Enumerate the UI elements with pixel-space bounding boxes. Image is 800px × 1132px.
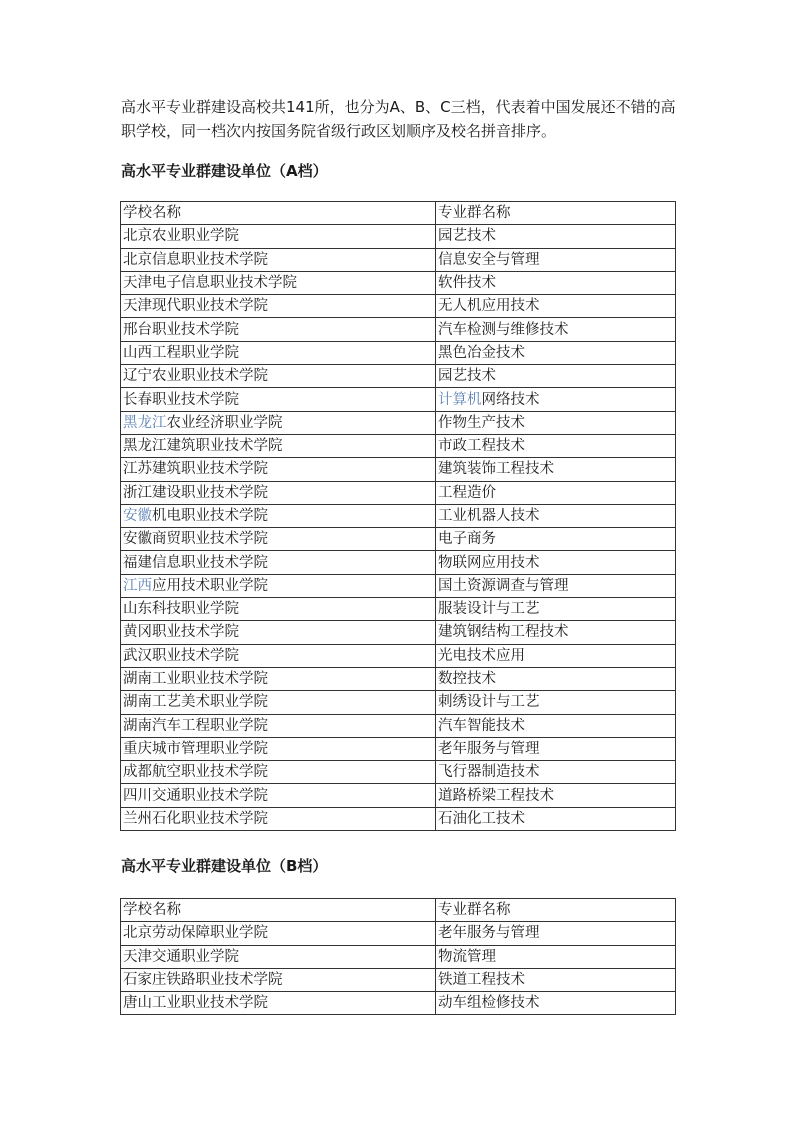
major-group-cell: 刺绣设计与工艺	[436, 691, 676, 714]
major-group-cell: 物联网应用技术	[436, 551, 676, 574]
table-row	[121, 458, 676, 481]
major-group-cell: 建筑装饰工程技术	[436, 458, 676, 481]
school-name-cell: 山西工程职业学院	[121, 341, 436, 364]
major-group-cell: 作物生产技术	[436, 411, 676, 434]
table-row	[121, 528, 676, 551]
school-name-cell: 湖南工艺美术职业学院	[121, 691, 436, 714]
table-header-row	[121, 202, 676, 225]
major-group-cell: 黑色冶金技术	[436, 341, 676, 364]
table-row	[121, 365, 676, 388]
table-row	[121, 341, 676, 364]
header-major-group: 专业群名称	[436, 899, 676, 922]
table-row	[121, 248, 676, 271]
school-name-cell: 邢台职业技术学院	[121, 318, 436, 341]
school-name-cell: 辽宁农业职业技术学院	[121, 365, 436, 388]
table-row	[121, 388, 676, 411]
major-group-cell: 工程造价	[436, 481, 676, 504]
major-group-cell: 服装设计与工艺	[436, 598, 676, 621]
table-row	[121, 318, 676, 341]
school-name-cell: 北京劳动保障职业学院	[121, 922, 436, 945]
table-row	[121, 667, 676, 690]
table-row	[121, 411, 676, 434]
major-group-cell: 老年服务与管理	[436, 737, 676, 760]
school-name-cell: 黄冈职业技术学院	[121, 621, 436, 644]
school-name-cell: 浙江建设职业技术学院	[121, 481, 436, 504]
section-b-table	[120, 898, 676, 1015]
major-group-cell: 数控技术	[436, 667, 676, 690]
school-name-cell: 北京信息职业技术学院	[121, 248, 436, 271]
table-row	[121, 504, 676, 527]
table-row	[121, 574, 676, 597]
major-group-cell: 老年服务与管理	[436, 922, 676, 945]
header-school-name: 学校名称	[121, 202, 436, 225]
school-name-cell: 武汉职业技术学院	[121, 644, 436, 667]
table-row	[121, 691, 676, 714]
school-name-cell	[121, 504, 436, 527]
table-row	[121, 481, 676, 504]
school-name-cell: 湖南工业职业技术学院	[121, 667, 436, 690]
table-row	[121, 714, 676, 737]
school-name-cell: 山东科技职业学院	[121, 598, 436, 621]
link-text[interactable]: 计算机	[438, 391, 482, 408]
major-group-cell	[436, 388, 676, 411]
school-name-cell: 四川交通职业技术学院	[121, 784, 436, 807]
cell-text: 应用技术职业学院	[152, 577, 268, 594]
table-row	[121, 737, 676, 760]
intro-paragraph: 高水平专业群建设高校共141所，也分为A、B、C三档，代表着中国发展还不错的高职学校，同一档次内按国务院省级行政区划顺序及校名拼音排序。	[121, 98, 676, 140]
school-name-cell: 重庆城市管理职业学院	[121, 737, 436, 760]
table-row	[121, 598, 676, 621]
school-name-cell: 北京农业职业学院	[121, 225, 436, 248]
major-group-cell: 汽车检测与维修技术	[436, 318, 676, 341]
section-a-table	[120, 201, 676, 831]
school-name-cell: 江苏建筑职业技术学院	[121, 458, 436, 481]
school-name-cell: 成都航空职业技术学院	[121, 761, 436, 784]
school-name-cell: 唐山工业职业技术学院	[121, 992, 436, 1015]
school-name-cell	[121, 574, 436, 597]
school-name-cell: 天津交通职业学院	[121, 945, 436, 968]
major-group-cell: 园艺技术	[436, 225, 676, 248]
major-group-cell: 国土资源调查与管理	[436, 574, 676, 597]
school-name-cell: 黑龙江建筑职业技术学院	[121, 434, 436, 457]
major-group-cell: 汽车智能技术	[436, 714, 676, 737]
header-major-group: 专业群名称	[436, 202, 676, 225]
link-text[interactable]: 安徽	[123, 508, 152, 524]
school-name-cell: 福建信息职业技术学院	[121, 551, 436, 574]
school-name-cell: 天津现代职业技术学院	[121, 295, 436, 318]
table-row	[121, 784, 676, 807]
major-group-cell: 铁道工程技术	[436, 968, 676, 991]
major-group-cell: 物流管理	[436, 945, 676, 968]
school-name-cell: 石家庄铁路职业技术学院	[121, 968, 436, 991]
table-row	[121, 807, 676, 830]
major-group-cell: 信息安全与管理	[436, 248, 676, 271]
section-a-title: 高水平专业群建设单位（A档）	[121, 162, 328, 180]
header-school-name: 学校名称	[121, 899, 436, 922]
major-group-cell: 电子商务	[436, 528, 676, 551]
school-name-cell: 兰州石化职业技术学院	[121, 807, 436, 830]
section-b-title: 高水平专业群建设单位（B档）	[121, 857, 328, 875]
major-group-cell: 光电技术应用	[436, 644, 676, 667]
cell-text: 机电职业技术学院	[152, 508, 268, 524]
table-row	[121, 644, 676, 667]
link-text[interactable]: 江西	[123, 577, 152, 594]
major-group-cell: 动车组检修技术	[436, 992, 676, 1015]
table-row	[121, 922, 676, 945]
school-name-cell	[121, 411, 436, 434]
table-header-row	[121, 899, 676, 922]
table-row	[121, 295, 676, 318]
major-group-cell: 软件技术	[436, 271, 676, 294]
table-row	[121, 225, 676, 248]
table-row	[121, 551, 676, 574]
link-text[interactable]: 黑龙江	[123, 414, 167, 431]
table-row	[121, 968, 676, 991]
major-group-cell: 石油化工技术	[436, 807, 676, 830]
table-row	[121, 621, 676, 644]
school-name-cell: 天津电子信息职业技术学院	[121, 271, 436, 294]
table-row	[121, 434, 676, 457]
major-group-cell: 飞行器制造技术	[436, 761, 676, 784]
major-group-cell: 市政工程技术	[436, 434, 676, 457]
school-name-cell: 湖南汽车工程职业学院	[121, 714, 436, 737]
cell-text: 网络技术	[481, 391, 540, 408]
school-name-cell: 安徽商贸职业技术学院	[121, 528, 436, 551]
major-group-cell: 园艺技术	[436, 365, 676, 388]
major-group-cell: 工业机器人技术	[436, 504, 676, 527]
table-row	[121, 945, 676, 968]
major-group-cell: 道路桥梁工程技术	[436, 784, 676, 807]
major-group-cell: 建筑钢结构工程技术	[436, 621, 676, 644]
school-name-cell: 长春职业技术学院	[121, 388, 436, 411]
table-row	[121, 271, 676, 294]
cell-text: 农业经济职业学院	[166, 414, 283, 431]
major-group-cell: 无人机应用技术	[436, 295, 676, 318]
table-row	[121, 761, 676, 784]
table-row	[121, 992, 676, 1015]
